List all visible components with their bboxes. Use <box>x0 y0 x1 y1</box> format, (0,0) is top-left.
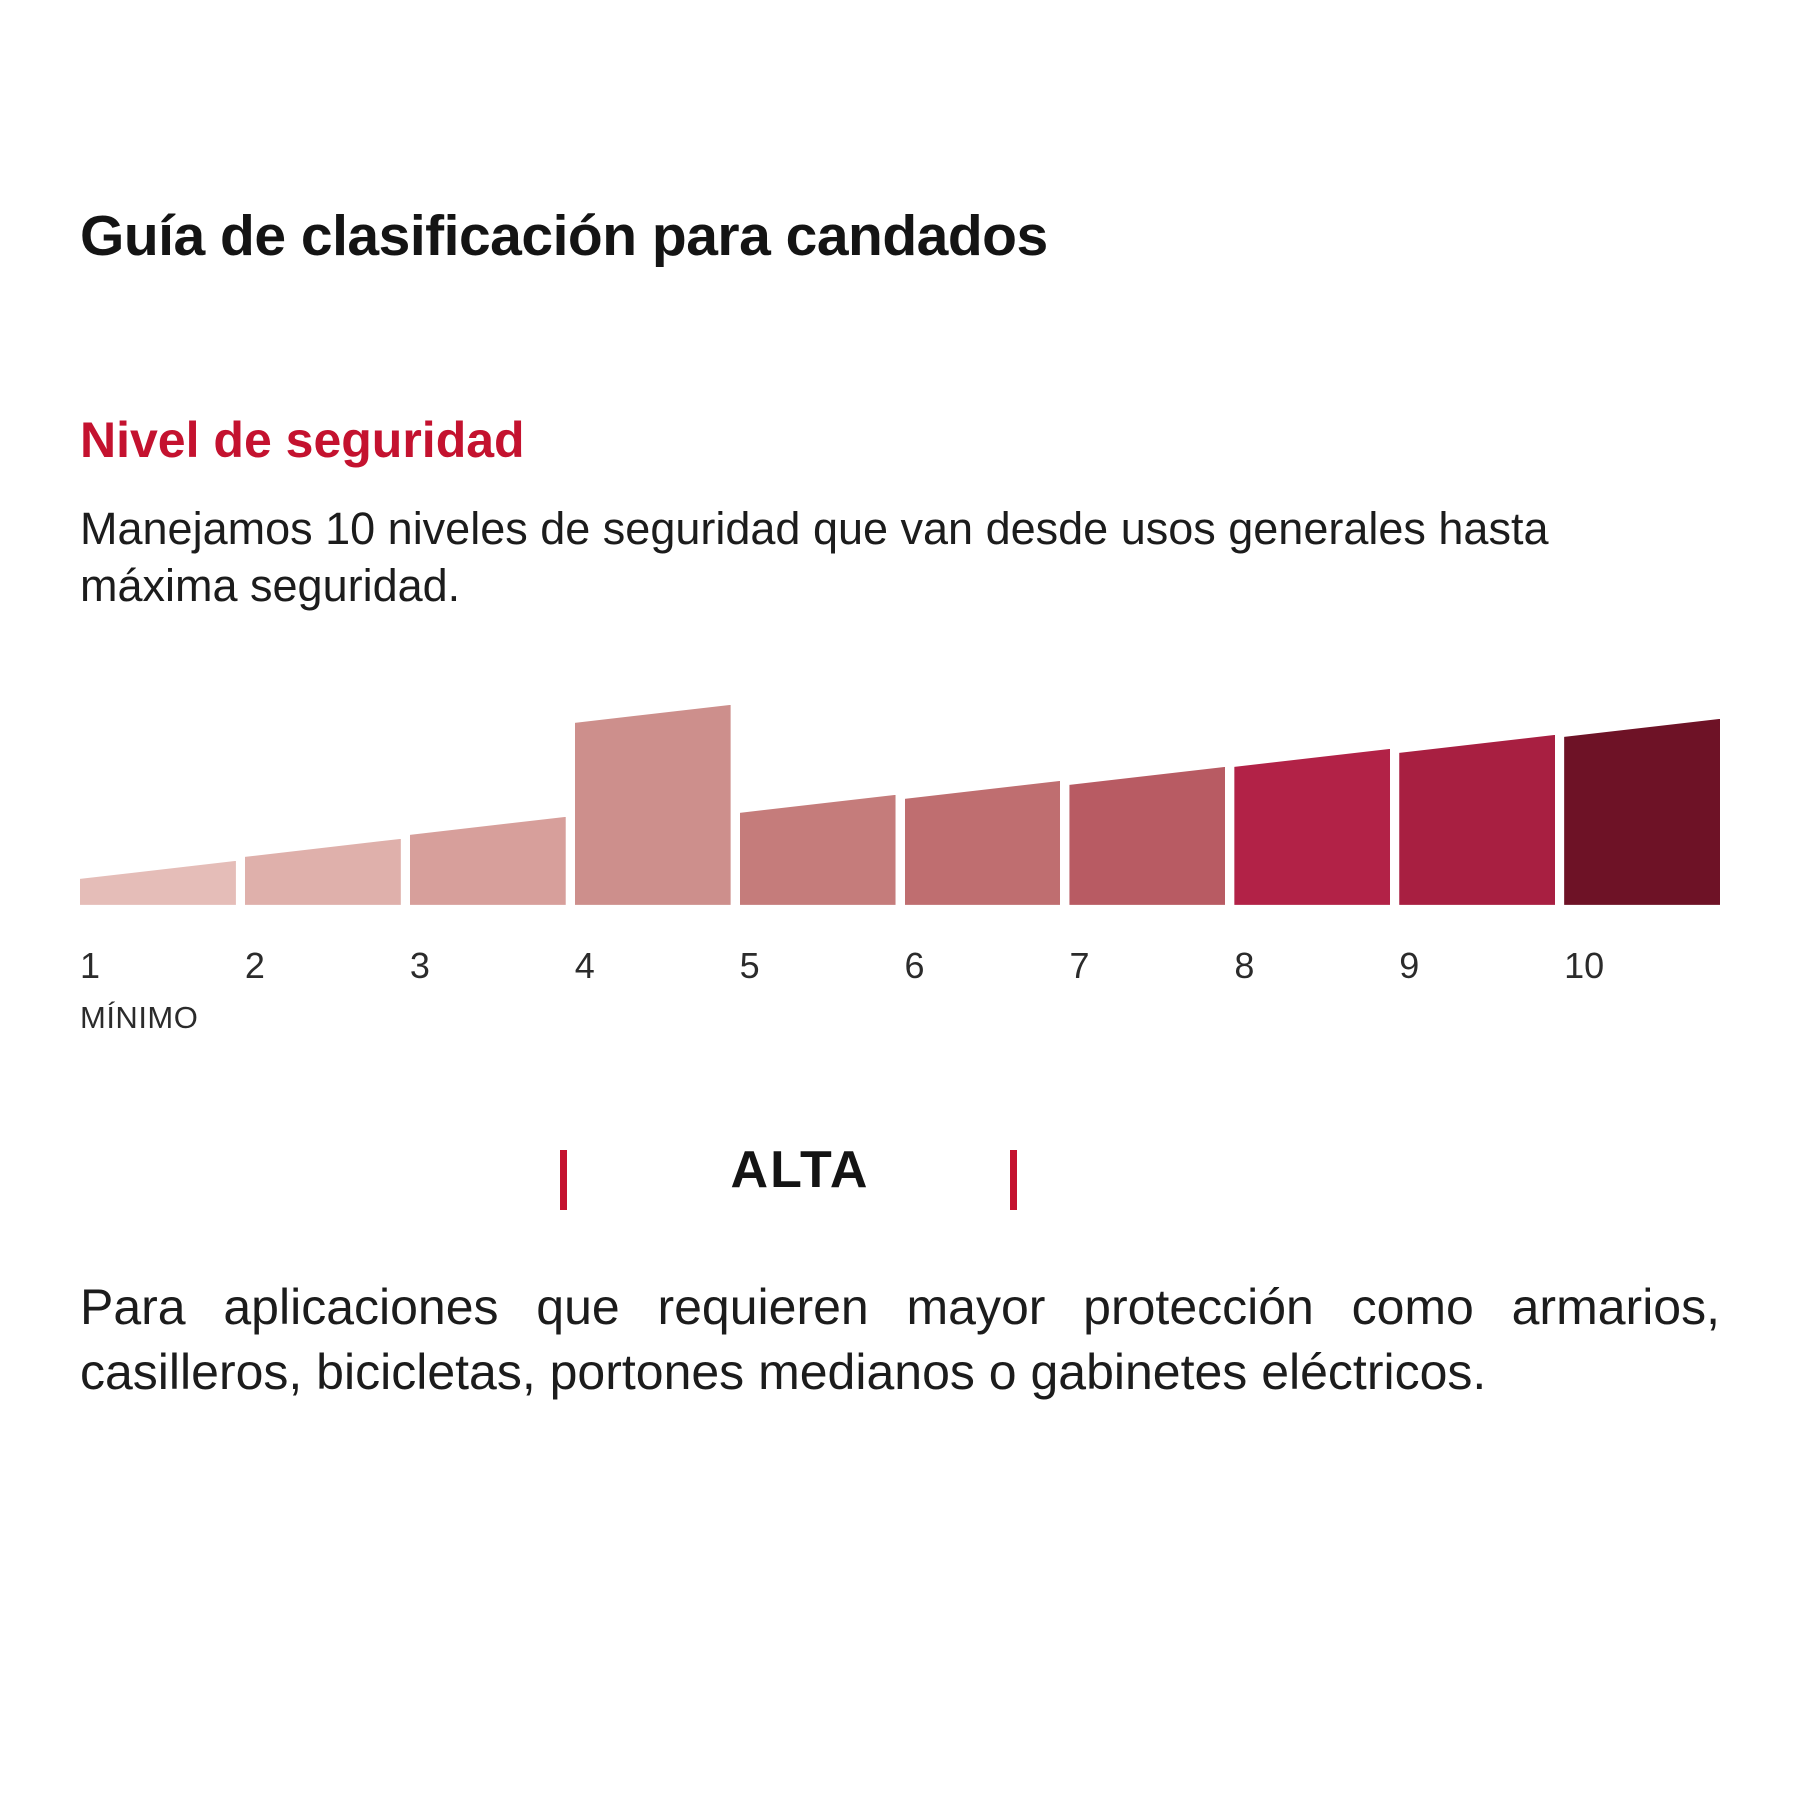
range-indicator <box>80 1140 1720 1230</box>
section-intro: Manejamos 10 niveles de seguridad que van desde usos generales hasta máxima seguridad. <box>80 502 1549 612</box>
axis-tick <box>1234 942 1390 986</box>
bar-slot <box>1399 705 1555 905</box>
bar-slot <box>245 705 401 905</box>
chart-bar <box>575 705 731 905</box>
chart-bar <box>1399 735 1555 905</box>
axis-tick <box>739 942 896 986</box>
axis-tick-label: 1 <box>80 944 101 986</box>
section-heading: Nivel de seguridad <box>80 411 525 468</box>
axis-tick <box>244 942 401 986</box>
bar-slot <box>410 705 566 905</box>
axis-tick-label: 5 <box>739 944 760 986</box>
bar-slot <box>1234 705 1390 905</box>
chart-bar <box>1069 767 1225 905</box>
axis-tick-label: 2 <box>244 944 265 986</box>
axis-tick-label: 10 <box>1564 944 1605 986</box>
chart-bar <box>1564 719 1720 905</box>
chart-axis <box>80 942 1720 1035</box>
chart-bars <box>80 705 1720 905</box>
security-level-chart <box>80 705 1720 1035</box>
axis-tick-label: 9 <box>1399 944 1420 986</box>
axis-tick-label: 4 <box>574 944 595 986</box>
bar-slot <box>1564 705 1720 905</box>
chart-bar <box>245 839 401 905</box>
bar-slot <box>905 705 1061 905</box>
range-description: Para aplicaciones que requieren mayor protección como armarios, casilleros, bicicletas, portones medianos o gabinetes eléctricos. <box>80 1278 1720 1400</box>
axis-tick <box>574 942 731 986</box>
axis-tick <box>80 942 236 1035</box>
axis-tick-label: 6 <box>904 944 925 986</box>
axis-tick-label: 3 <box>409 944 430 986</box>
chart-bar <box>1234 749 1390 905</box>
range-marker-end <box>1010 1150 1017 1210</box>
page-title: Guía de clasificación para candados <box>80 204 1048 268</box>
chart-bar <box>905 781 1061 905</box>
axis-tick <box>904 942 1061 986</box>
bar-slot <box>80 705 236 905</box>
axis-min-label: MÍNIMO <box>80 999 199 1035</box>
axis-tick-label: 7 <box>1069 944 1090 986</box>
range-label: ALTA <box>730 1140 870 1199</box>
bar-slot <box>1069 705 1225 905</box>
chart-bar <box>80 861 236 905</box>
chart-bar <box>740 795 896 905</box>
bar-slot <box>740 705 896 905</box>
axis-tick <box>1564 942 1720 986</box>
bar-slot <box>575 705 731 905</box>
axis-tick-label: 8 <box>1234 944 1255 986</box>
axis-tick <box>1069 942 1225 986</box>
axis-tick <box>1399 942 1555 986</box>
axis-tick <box>409 942 566 986</box>
chart-bar <box>410 817 566 905</box>
